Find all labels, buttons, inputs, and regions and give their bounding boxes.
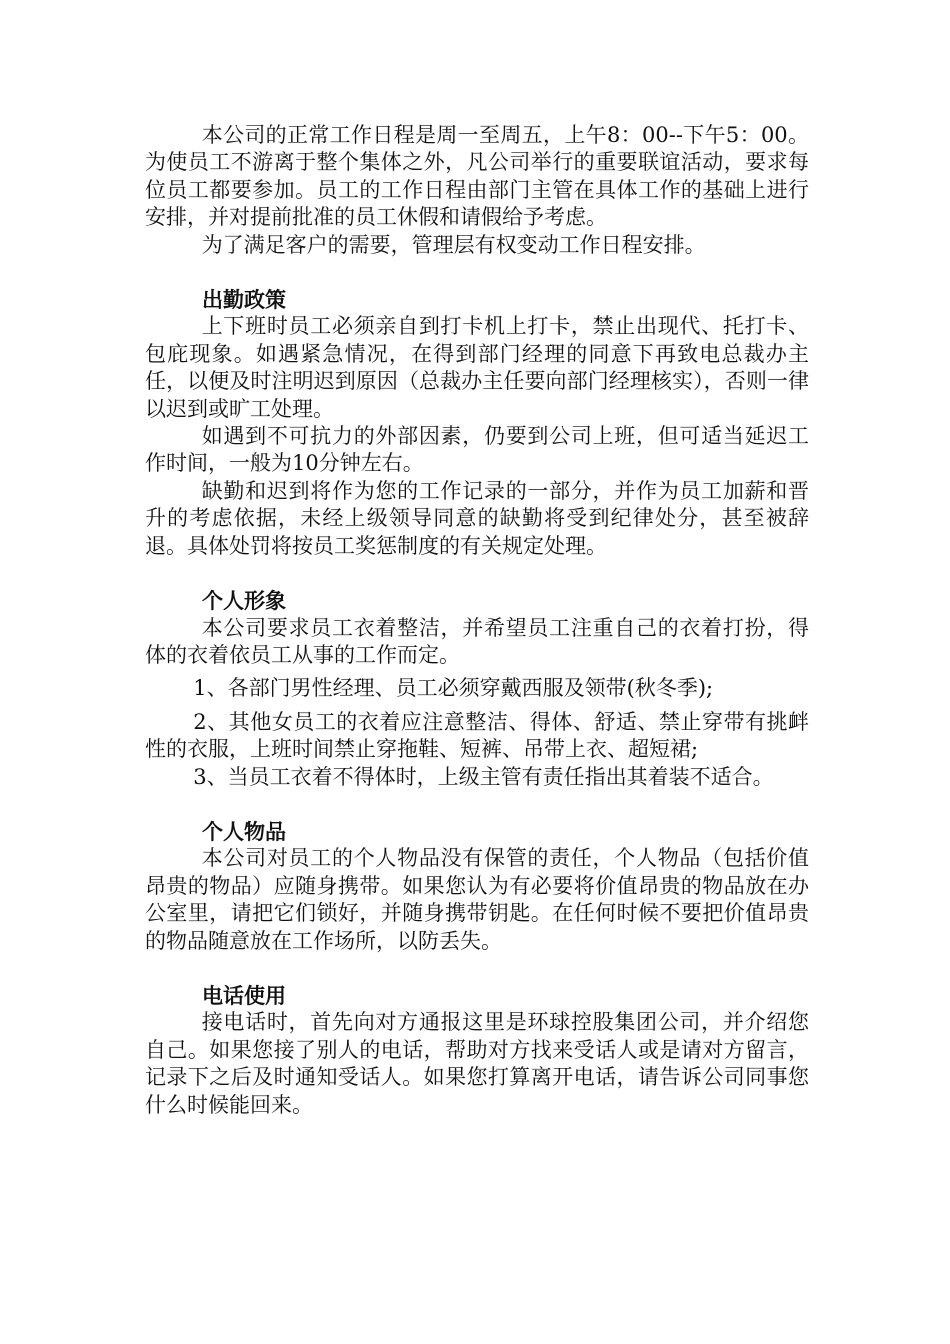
attendance-section <box>145 286 809 560</box>
personal-belongings-section <box>145 818 809 955</box>
paragraph: 上下班时员工必须亲自到打卡机上打卡，禁止出现代、托打卡、包庇现象。如遇紧急情况，在得到部门经理的同意下再致电总裁办主任，以便及时注明迟到原因（总裁办主任要向部门经理核实），否则一律以迟到或旷工处理。 <box>145 314 809 421</box>
paragraph: 本公司对员工的个人物品没有保管的责任，个人物品（包括价值昂贵的物品）应随身携带。如果您认为有必要将价值昂贵的物品放在办公室里，请把它们锁好，并随身携带钥匙。在任何时候不要把价值昂贵的物品随意放在工作场所，以防丢失。 <box>145 846 809 953</box>
personal-image-section <box>145 587 809 791</box>
document-page <box>145 122 809 1119</box>
work-schedule-section <box>145 122 809 259</box>
section-heading: 个人形象 <box>202 588 286 614</box>
list-item: 3、当员工衣着不得体时，上级主管有责任指出其着装不适合。 <box>193 764 774 789</box>
phone-usage-section <box>145 982 809 1119</box>
paragraph: 接电话时，首先向对方通报这里是环球控股集团公司，并介绍您自己。如果您接了别人的电话，帮助对方找来受话人或是请对方留言，记录下之后及时通知受话人。如果您打算离开电话，请告诉公司同事您什么时候能回来。 <box>145 1010 809 1117</box>
paragraph: 本公司的正常工作日程是周一至周五，上午8：00--下午5：00。为使员工不游离于整个集体之外，凡公司举行的重要联谊活动，要求每位员工都要参加。员工的工作日程由部门主管在具体工作的基础上进行安排，并对提前批准的员工休假和请假给予考虑。 <box>145 123 809 230</box>
paragraph: 缺勤和迟到将作为您的工作记录的一部分，并作为员工加薪和晋升的考虑依据，未经上级领导同意的缺勤将受到纪律处分，甚至被辞退。具体处罚将按员工奖惩制度的有关规定处理。 <box>145 478 809 558</box>
list-item: 1、各部门男性经理、员工必须穿戴西服及领带(秋冬季); <box>193 676 714 701</box>
paragraph: 为了满足客户的需要，管理层有权变动工作日程安排。 <box>201 232 706 257</box>
section-heading: 电话使用 <box>202 982 286 1008</box>
section-heading: 个人物品 <box>202 818 286 844</box>
paragraph: 如遇到不可抗力的外部因素，仍要到公司上班，但可适当延迟工作时间，一般为10分钟左右。 <box>145 424 809 476</box>
list-item: 2、其他女员工的衣着应注意整洁、得体、舒适、禁止穿带有挑衅性的衣服，上班时间禁止穿拖鞋、短裤、吊带上衣、超短裙; <box>145 709 809 762</box>
paragraph: 本公司要求员工衣着整洁，并希望员工注重自己的衣着打扮，得体的衣着依员工从事的工作而定。 <box>145 615 809 667</box>
section-heading: 出勤政策 <box>202 287 286 313</box>
